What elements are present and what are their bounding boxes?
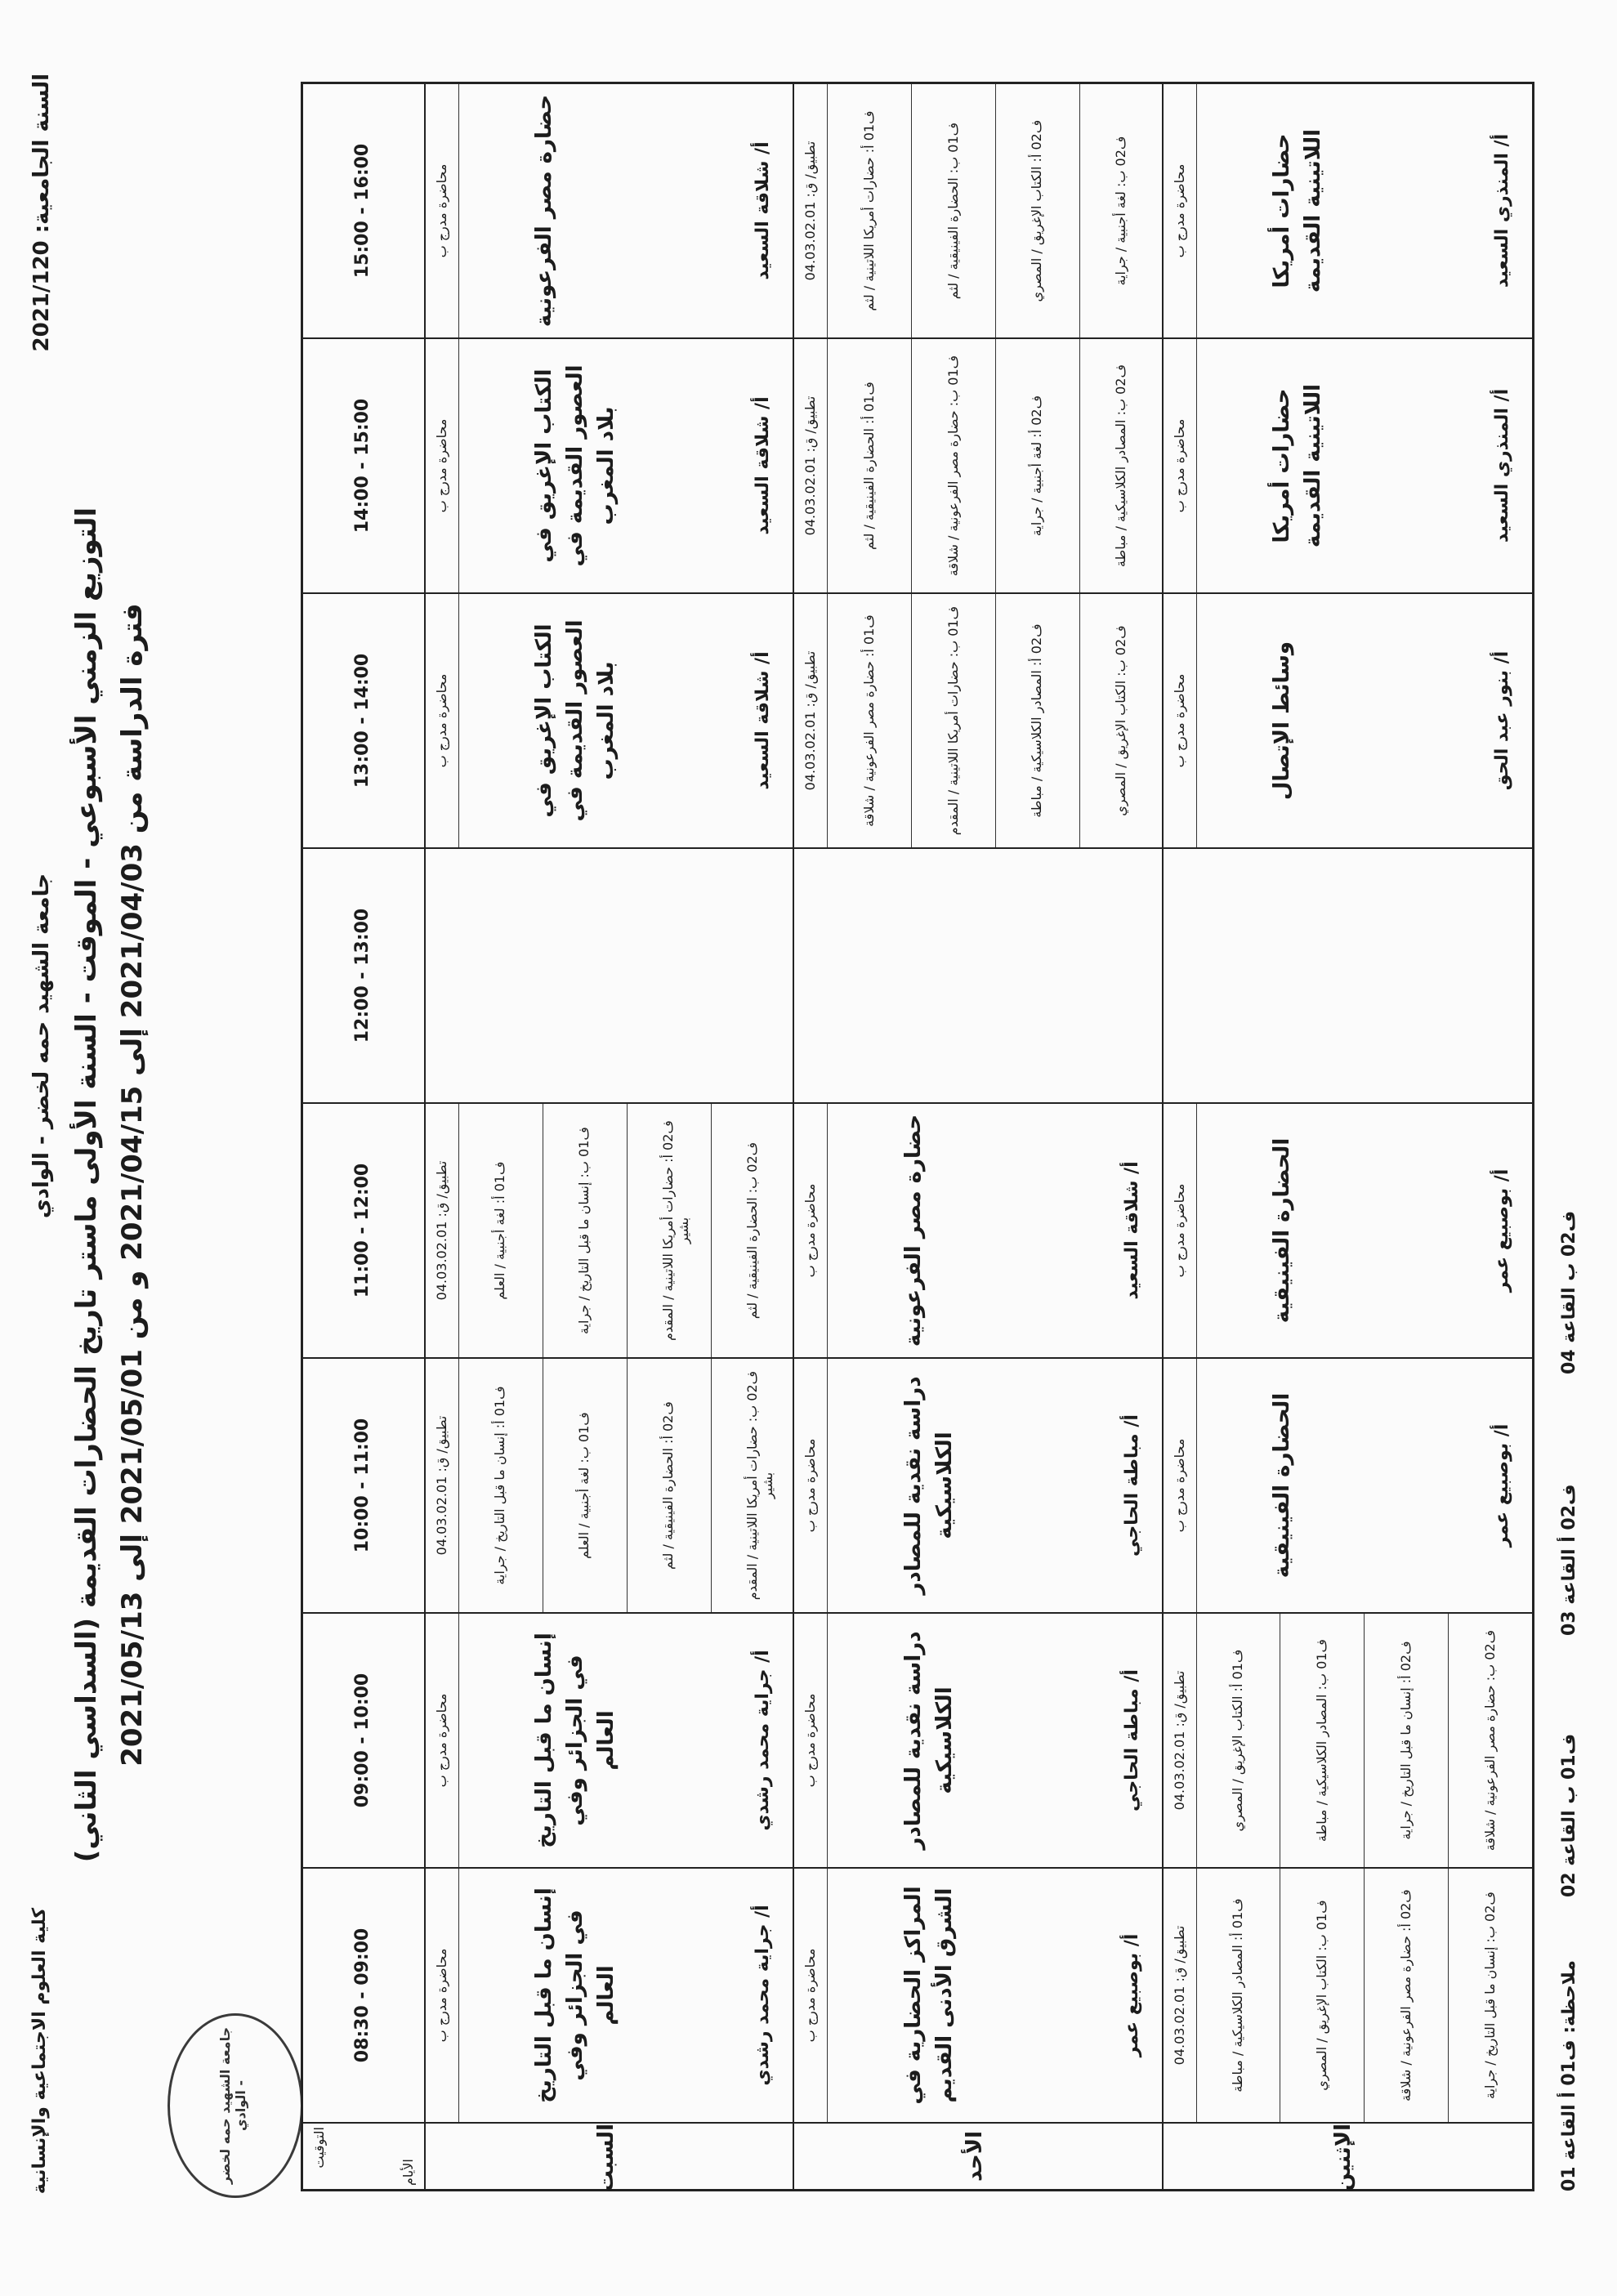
day-row	[426, 84, 794, 2192]
group-line: ف02 ب: حضارات أمريكا اللاتينية / المقدم بشير	[744, 1370, 775, 1601]
corner-cell	[303, 2124, 424, 2189]
group-line: ف02 ب: إنسان ما قبل التاريخ / جراية	[1481, 1892, 1498, 2099]
cell-divider	[458, 1104, 459, 1357]
subject-name: حضارات أمريكا اللاتينية القديمة	[1270, 383, 1326, 548]
cell-divider	[1196, 1359, 1197, 1612]
day-row	[1164, 84, 1532, 2189]
time-slot-label: 11:00 - 12:00	[352, 1163, 373, 1298]
group-divider	[1079, 84, 1080, 337]
group-line: ف01 أ: حضارة مصر الفرعونية / شلاقة	[860, 614, 877, 827]
session-type: محاضرة مدرج ب	[802, 1183, 819, 1278]
teacher-name: أ/ شلاقة السعيد	[753, 396, 774, 535]
day-row	[794, 84, 1163, 2189]
session-type: محاضرة مدرج ب	[802, 1438, 819, 1533]
time-slot-label: 12:00 - 13:00	[352, 908, 373, 1043]
group-line: ف01 أ: حضارات أمريكا اللاتينية / لثم	[860, 110, 877, 311]
group-divider	[995, 594, 996, 847]
group-line: ف01 أ: المصادر الكلاسيكية / مباطة	[1230, 1898, 1246, 2093]
cell-divider	[458, 1614, 459, 1867]
schedule-cell	[794, 84, 1161, 339]
subject-name: الكتاب الإغريق في العصور القديمة في بلاد المغرب	[532, 619, 619, 822]
schedule-cell	[794, 1869, 1161, 2124]
schedule-cell	[1164, 1614, 1532, 1869]
time-slot-label: 15:00 - 16:00	[352, 143, 373, 279]
schedule-cell	[794, 1614, 1161, 1869]
time-slot-label: 14:00 - 15:00	[352, 398, 373, 534]
corner-bottom: الأيام	[400, 2159, 416, 2186]
teacher-name: أ/ جراية محمد رشدي	[753, 1650, 774, 1831]
day-name: السبت	[593, 2124, 619, 2192]
schedule-cell	[1164, 1359, 1532, 1614]
session-type: تطبيق/ ق: 04.03.02.01	[1171, 1670, 1187, 1811]
teacher-name: أ/ شلاقة السعيد	[753, 651, 774, 790]
group-line: ف02 أ: إنسان ما قبل التاريخ / جراية	[1397, 1641, 1414, 1840]
session-type: محاضرة مدرج ب	[434, 673, 449, 768]
cell-divider	[458, 84, 459, 337]
timetable-title: التوزيع الزمني الأسبوعي - الموقت - السنة الأولى ماستر تاريخ الحضارات القديمة (السداسي الثاني)	[70, 507, 103, 1863]
group-divider	[1364, 1614, 1365, 1867]
day-name-cell	[426, 2124, 793, 2192]
subject-name: حضارة مصر الفرعونية	[532, 94, 557, 328]
time-slot-label: 13:00 - 14:00	[352, 653, 373, 788]
group-line: ف02 أ: حضارة مصر الفرعونية / شلاقة	[1397, 1889, 1414, 2102]
teacher-name: أ/ شلاقة السعيد	[1121, 1161, 1142, 1300]
group-line: ف01 ب: الكتاب الإغريق / المصري	[1313, 1900, 1329, 2091]
session-type: تطبيق/ ق: 04.03.02.01	[434, 1415, 449, 1556]
schedule-cell	[794, 594, 1161, 849]
session-type: محاضرة مدرج ب	[1171, 673, 1187, 768]
time-header-cell	[303, 84, 424, 339]
group-line: ف02 أ: المصادر الكلاسيكية / مباطة	[1029, 623, 1045, 818]
cell-divider	[458, 339, 459, 592]
footer-item-1: ف01 ب القاعة 02	[1559, 1733, 1579, 1897]
cell-divider	[1196, 594, 1197, 847]
schedule-cell	[426, 1614, 793, 1869]
cell-divider	[1196, 1104, 1197, 1357]
group-divider	[627, 1359, 628, 1612]
group-line: ف01 ب: حضارات أمريكا اللاتينية / المقدم	[945, 605, 961, 836]
teacher-name: أ/ المنذري السعيد	[1491, 133, 1512, 288]
session-type: محاضرة مدرج ب	[1171, 1183, 1187, 1278]
teacher-name: أ/ بوصبيع عمر	[1491, 1168, 1512, 1293]
group-line: ف02 ب: حضارة مصر الفرعونية / شلاقة	[1481, 1629, 1498, 1852]
schedule-cell	[426, 849, 793, 1104]
group-line: ف02 ب: لغة أجنبية / جراية	[1113, 136, 1129, 286]
cell-divider	[827, 339, 828, 592]
timetable-grid	[301, 82, 1534, 2191]
cell-divider	[458, 594, 459, 847]
day-name-cell	[1164, 2124, 1532, 2189]
time-slot-label: 09:00 - 10:00	[352, 1673, 373, 1808]
session-type: محاضرة مدرج ب	[802, 1948, 819, 2043]
subject-name: دراسة نقدية للمصادر الكلاسيكية	[900, 1631, 957, 1850]
cell-divider	[827, 1104, 828, 1357]
official-stamp	[168, 2013, 303, 2198]
group-line: ف02 أ: حضارات أمريكا اللاتينية / المقدم بشير	[660, 1120, 692, 1341]
schedule-cell	[794, 1359, 1161, 1614]
year-label: السنة الجامعية: 2021/120	[29, 74, 54, 352]
schedule-cell	[1164, 84, 1532, 339]
group-divider	[1364, 1869, 1365, 2122]
schedule-cell	[426, 84, 793, 339]
session-type: تطبيق/ ق: 04.03.02.01	[802, 395, 819, 536]
group-line: ف01 ب: المصادر الكلاسيكية / مباطة	[1313, 1638, 1329, 1843]
group-divider	[995, 84, 996, 337]
cell-divider	[1196, 84, 1197, 337]
cell-divider	[1196, 339, 1197, 592]
cell-divider	[458, 1359, 459, 1612]
time-slot-label: 08:30 - 09:00	[352, 1927, 373, 2063]
time-header-cell	[303, 1104, 424, 1359]
footer-item-0: ملاحظة: ف01 أ القاعة 01	[1559, 1959, 1579, 2191]
session-type: تطبيق/ ق: 04.03.02.01	[802, 650, 819, 791]
teacher-name: أ/ بوصبيع عمر	[1121, 1933, 1142, 2057]
time-header-cell	[303, 339, 424, 594]
group-divider	[911, 339, 912, 592]
subject-name: المراكز الحضارية في الشرق الأدنى القديم	[900, 1886, 957, 2105]
group-line: ف01 أ: إنسان ما قبل التاريخ / جراية	[492, 1386, 508, 1585]
session-type: تطبيق/ ق: 04.03.02.01	[434, 1160, 449, 1301]
schedule-cell	[426, 1104, 793, 1359]
cell-divider	[827, 1869, 828, 2122]
day-name: الإثنين	[1331, 2124, 1356, 2191]
group-line: ف02 ب: الكتاب الإغريق / المصري	[1113, 625, 1129, 816]
schedule-cell	[1164, 1104, 1532, 1359]
time-header-cell	[303, 594, 424, 849]
schedule-cell	[426, 594, 793, 849]
subject-name: دراسة نقدية للمصادر الكلاسيكية	[900, 1376, 957, 1595]
group-divider	[1448, 1614, 1449, 1867]
session-type: محاضرة مدرج ب	[802, 1693, 819, 1788]
time-header-row	[303, 84, 426, 2189]
subject-name: حضارة مصر الفرعونية	[900, 1114, 926, 1347]
group-line: ف01 أ: الكتاب الإغريق / المصري	[1230, 1649, 1246, 1832]
footer-item-2: ف02 أ القاعة 03	[1559, 1484, 1579, 1636]
faculty-name: كلية العلوم الاجتماعية والإنسانية	[29, 1907, 50, 2195]
group-line: ف02 أ: الكتاب الإغريق / المصري	[1029, 119, 1045, 302]
group-divider	[627, 1104, 628, 1357]
session-type: تطبيق/ ق: 04.03.02.01	[1171, 1925, 1187, 2066]
schedule-cell	[1164, 1869, 1532, 2124]
group-line: ف02 أ: لغة أجنبية / جراية	[1029, 395, 1045, 537]
schedule-cell	[1164, 339, 1532, 594]
corner-top: التوقيت	[311, 2127, 327, 2169]
group-divider	[911, 84, 912, 337]
subject-name: الحضارة الفينيقية	[1270, 1392, 1295, 1579]
cell-divider	[458, 1869, 459, 2122]
group-divider	[1079, 339, 1080, 592]
schedule-cell	[1164, 594, 1532, 849]
teacher-name: أ/ بوصبيع عمر	[1491, 1423, 1512, 1548]
teacher-name: أ/ بنور عبد الحق	[1491, 650, 1512, 791]
cell-divider	[827, 1359, 828, 1612]
time-slot-label: 10:00 - 11:00	[352, 1418, 373, 1553]
group-line: ف01 ب: الحضارة الفينيقية / لثم	[945, 122, 961, 300]
group-divider	[711, 1104, 712, 1357]
teacher-name: أ/ جراية محمد رشدي	[753, 1905, 774, 2086]
session-type: محاضرة مدرج ب	[1171, 1438, 1187, 1533]
cell-divider	[1196, 1614, 1197, 1867]
group-divider	[711, 1359, 712, 1612]
schedule-cell	[426, 1869, 793, 2124]
group-line: ف02 ب: الحضارة الفينيقية / لثم	[744, 1141, 760, 1320]
cell-divider	[827, 84, 828, 337]
time-header-cell	[303, 1869, 424, 2124]
group-line: ف01 ب: إنسان ما قبل التاريخ / جراية	[576, 1127, 592, 1334]
schedule-cell	[794, 849, 1161, 1104]
university-name: جامعة الشهيد حمه لخضر - الوادي	[29, 873, 54, 1219]
group-line: ف01 ب: لغة أجنبية / العلم	[576, 1412, 592, 1559]
group-line: ف01 ب: حضارة مصر الفرعونية / شلاقة	[945, 355, 961, 577]
subject-name: إنسان ما قبل التاريخ في الجزائر وفي العالم	[532, 1887, 619, 2103]
subject-name: الكتاب الإغريق في العصور القديمة في بلاد المغرب	[532, 364, 619, 567]
time-header-cell	[303, 849, 424, 1104]
teacher-name: أ/ مباطة الحاجي	[1121, 1414, 1142, 1557]
session-type: محاضرة مدرج ب	[434, 1948, 449, 2043]
stamp-text: جامعة الشهيد حمه لخضر - الوادي	[217, 2026, 248, 2185]
footer-notes	[1552, 476, 1593, 2191]
group-line: ف02 أ: الحضارة الفينيقية / لثم	[660, 1401, 677, 1570]
footer-item-3: ف02 ب القاعة 04	[1559, 1210, 1579, 1374]
group-line: ف01 أ: لغة أجنبية / العلم	[492, 1161, 508, 1300]
teacher-name: أ/ المنذري السعيد	[1491, 388, 1512, 543]
day-name-cell	[794, 2124, 1161, 2189]
group-line: ف02 ب: المصادر الكلاسيكية / مباطة	[1113, 364, 1129, 568]
session-type: محاضرة مدرج ب	[1171, 418, 1187, 513]
study-period: فترة الدراسة من 2021/04/03 إلى 2021/04/15 و من 2021/05/01 إلى 2021/05/13	[116, 603, 149, 1767]
group-divider	[911, 594, 912, 847]
time-header-cell	[303, 1359, 424, 1614]
group-divider	[995, 339, 996, 592]
session-type: محاضرة مدرج ب	[434, 418, 449, 513]
teacher-name: أ/ شلاقة السعيد	[753, 141, 774, 280]
schedule-cell	[1164, 849, 1532, 1104]
group-line: ف01 أ: الحضارة الفينيقية / لثم	[860, 382, 877, 550]
session-type: تطبيق/ ق: 04.03.02.01	[802, 141, 819, 281]
cell-divider	[1196, 1869, 1197, 2122]
session-type: محاضرة مدرج ب	[434, 163, 449, 258]
subject-name: الحضارة الفينيقية	[1270, 1137, 1295, 1324]
cell-divider	[827, 594, 828, 847]
session-type: محاضرة مدرج ب	[434, 1693, 449, 1788]
subject-name: إنسان ما قبل التاريخ في الجزائر وفي العالم	[532, 1633, 619, 1848]
group-divider	[1079, 594, 1080, 847]
schedule-cell	[794, 1104, 1161, 1359]
cell-divider	[827, 1614, 828, 1867]
subject-name: وسائط الإتصال	[1270, 641, 1295, 801]
teacher-name: أ/ مباطة الحاجي	[1121, 1669, 1142, 1811]
group-divider	[1448, 1869, 1449, 2122]
time-header-cell	[303, 1614, 424, 1869]
session-type: محاضرة مدرج ب	[1171, 163, 1187, 258]
schedule-cell	[794, 339, 1161, 594]
schedule-cell	[426, 339, 793, 594]
schedule-cell	[426, 1359, 793, 1614]
day-name: الأحد	[962, 2130, 987, 2182]
subject-name: حضارات أمريكا اللاتينية القديمة	[1270, 128, 1326, 293]
